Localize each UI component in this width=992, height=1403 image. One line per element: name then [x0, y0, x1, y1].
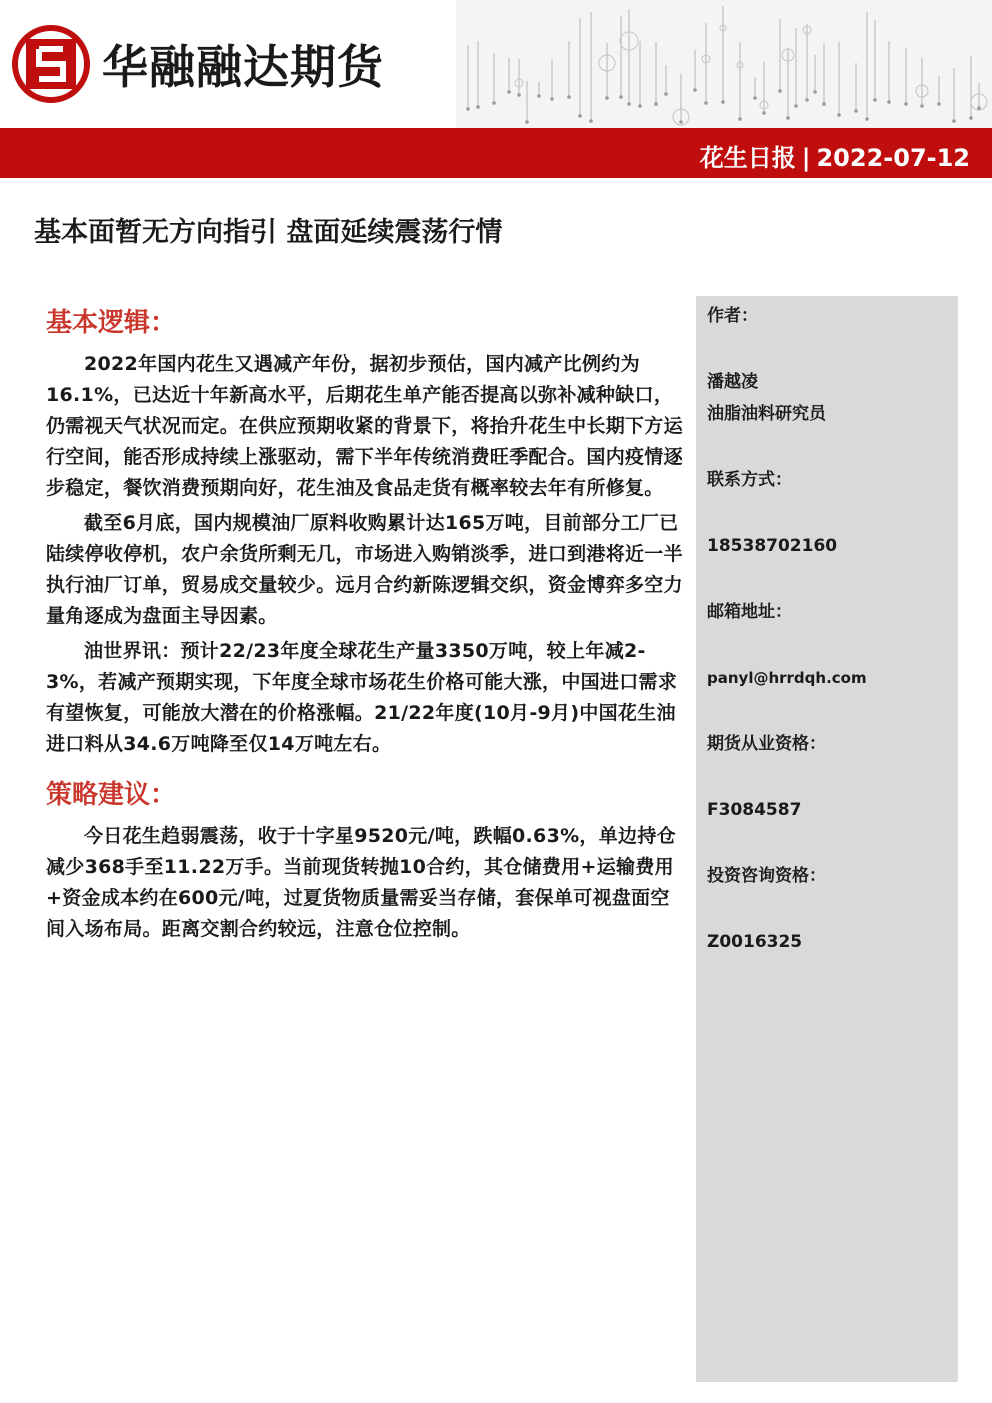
decorative-dot: [805, 98, 809, 102]
decorative-dot: [977, 106, 981, 110]
decorative-dot: [550, 97, 554, 101]
decorative-dot: [904, 102, 908, 106]
advisory-cert-number: Z0016325: [707, 932, 803, 952]
decorative-dot: [537, 94, 541, 98]
decorative-dot: [638, 104, 642, 108]
decorative-dot: [589, 119, 593, 123]
section-title-strategy: 策略建议：: [46, 780, 177, 810]
email-label: 邮箱地址：: [707, 602, 792, 622]
decorative-dot: [605, 96, 609, 100]
decorative-dot: [813, 90, 817, 94]
decorative-dot: [476, 105, 480, 109]
main-content: [46, 302, 686, 945]
decorative-dot: [664, 92, 668, 96]
body-paragraph: 今日花生趋弱震荡，收于十字星9520元/吨，跌幅0.63%，单边持仓减少368手至11.22万手。当前现货转抛10合约，其仓储费用+运输费用+资金成本约在600元/吨，过夏货物质量需妥当存储，套保单可视盘面空间入场布局。距离交割合约较远，注意仓位控制。: [46, 825, 676, 940]
decorative-dot: [619, 95, 623, 99]
decorative-dot: [693, 88, 697, 92]
body-paragraph: 油世界讯：预计22/23年度全球花生产量3350万吨，较上年减2-3%，若减产预期实现，下年度全球市场花生价格可能大涨，中国进口需求有望恢复，可能放大潜在的价格涨幅。21/22年度(10月-9月)中国花生油进口料从34.6万吨降至仅14万吨左右。: [46, 640, 678, 755]
decorative-dot: [679, 120, 683, 124]
decorative-dot: [952, 119, 956, 123]
report-type: 花生日报: [699, 144, 796, 172]
section-title-basic-logic: 基本逻辑：: [46, 308, 177, 338]
brand-name: 华融融达期货: [102, 40, 384, 94]
author-title: 油脂油料研究员: [707, 404, 826, 424]
decorative-dot: [654, 102, 658, 106]
decorative-dot: [492, 101, 496, 105]
decorative-dot: [704, 101, 708, 105]
contact-label: 联系方式：: [707, 470, 792, 490]
decorative-dot: [778, 89, 782, 93]
author-sidebar: [696, 296, 958, 1382]
decorative-dot: [786, 116, 790, 120]
decorative-dot: [466, 107, 470, 111]
decorative-dot: [525, 120, 529, 124]
decorative-dot: [873, 98, 877, 102]
decorative-dot: [627, 102, 631, 106]
header-decoration: [456, 0, 992, 128]
decorative-dot: [567, 95, 571, 99]
futures-cert-label: 期货从业资格：: [707, 734, 826, 754]
decorative-dot: [854, 109, 858, 113]
author-label: 作者：: [707, 306, 758, 326]
header-band: [0, 128, 992, 178]
email-address[interactable]: panyl@hrrdqh.com: [707, 669, 867, 687]
brand-logo: [12, 24, 384, 104]
body-paragraph: 截至6月底，国内规模油厂原料收购累计达165万吨，目前部分工厂已陆续停收停机，农户余货所剩无几，市场进入购销淡季，进口到港将近一半执行油厂订单，贸易成交量较少。远月合约新陈逻辑交织，资金博弈多空力量角逐成为盘面主导因素。: [46, 512, 683, 627]
decorative-dot: [507, 90, 511, 94]
author-name: 潘越凌: [707, 372, 758, 392]
decorative-dot: [969, 116, 973, 120]
report-date: 2022-07-12: [816, 144, 970, 172]
contact-phone: 18538702160: [707, 536, 838, 556]
decorative-dot: [753, 96, 757, 100]
report-headline: 基本面暂无方向指引 盘面延续震荡行情: [34, 217, 503, 248]
decorative-dot: [837, 113, 841, 117]
decorative-dot: [762, 111, 766, 115]
decorative-dot: [920, 104, 924, 108]
decorative-dot: [578, 114, 582, 118]
decorative-dot: [794, 104, 798, 108]
decorative-dot: [738, 117, 742, 121]
brand-emblem-icon: [12, 25, 90, 103]
decorative-lines-graphic: [456, 0, 992, 128]
advisory-cert-label: 投资咨询资格：: [707, 866, 826, 886]
decorative-dot: [822, 102, 826, 106]
futures-cert-number: F3084587: [707, 800, 802, 820]
decorative-dot: [937, 102, 941, 106]
decorative-dot: [721, 100, 725, 104]
body-paragraph: 2022年国内花生又遇减产年份，据初步预估，国内减产比例约为16.1%，已达近十年新高水平，后期花生单产能否提高以弥补减种缺口，仍需视天气状况而定。在供应预期收紧的背景下，将抬升花生中长期下方运行空间，能否形成持续上涨驱动，需下半年传统消费旺季配合。国内疫情逐步稳定，餐饮消费预期向好，花生油及食品走货有概率较去年有所修复。: [46, 353, 683, 499]
report-tag: [700, 138, 970, 173]
decorative-dot: [887, 100, 891, 104]
report-tag-separator: |: [801, 144, 811, 172]
decorative-dot: [865, 117, 869, 121]
decorative-dot: [517, 93, 521, 97]
